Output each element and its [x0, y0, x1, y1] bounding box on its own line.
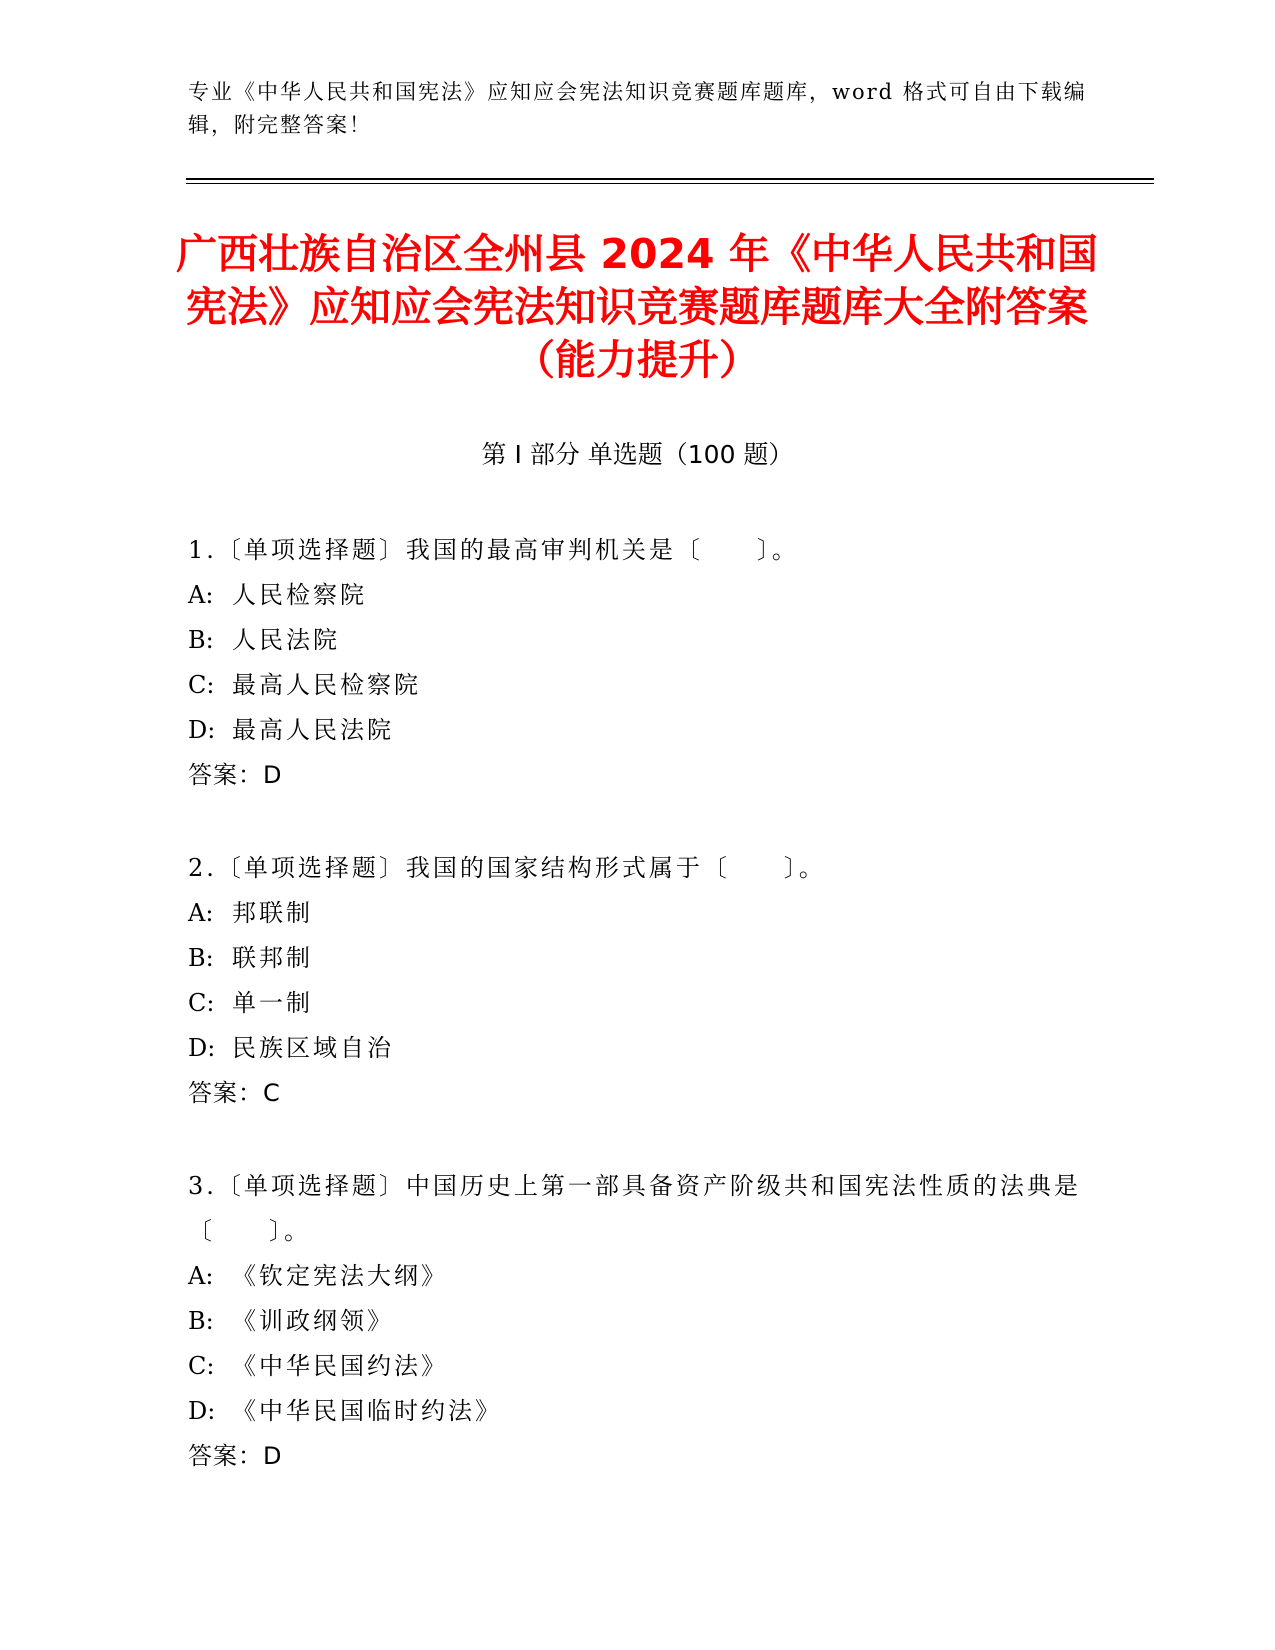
question-stem: 3.〔单项选择题〕中国历史上第一部具备资产阶级共和国宪法性质的法典是〔 〕。 [188, 1172, 1081, 1245]
option-text: 人民检察院 [232, 581, 367, 609]
question-stem: 1.〔单项选择题〕我国的最高审判机关是〔 〕。 [188, 536, 799, 564]
option-c [188, 1344, 1088, 1389]
option-text: 《钦定宪法大纲》 [232, 1262, 448, 1290]
question-1 [188, 528, 1088, 798]
option-text: 人民法院 [232, 626, 340, 654]
question-2 [188, 846, 1088, 1116]
option-text: 《中华民国约法》 [232, 1352, 448, 1380]
option-text: 单一制 [232, 989, 313, 1017]
header-divider-thin [186, 183, 1154, 184]
option-text: 《训政纲领》 [232, 1307, 394, 1335]
option-d [188, 708, 1088, 753]
document-title: 广西壮族自治区全州县 2024 年《中华人民共和国宪法》应知应会宪法知识竞赛题库题库大全附答案（能力提升） [176, 230, 1098, 384]
option-text: 民族区域自治 [232, 1034, 394, 1062]
question-stem: 2.〔单项选择题〕我国的国家结构形式属于〔 〕。 [188, 854, 826, 882]
option-letter: D: [188, 1034, 216, 1062]
option-letter: B: [188, 1307, 214, 1335]
option-a [188, 1254, 1088, 1299]
option-b [188, 1299, 1088, 1344]
option-letter: B: [188, 626, 214, 654]
option-letter: A: [188, 899, 214, 927]
option-text: 邦联制 [232, 899, 313, 927]
option-letter: D: [188, 716, 216, 744]
section-title: 第 I 部分 单选题（100 题） [481, 440, 794, 469]
option-d [188, 1389, 1088, 1434]
option-d [188, 1026, 1088, 1071]
option-letter: D: [188, 1397, 216, 1425]
option-b [188, 936, 1088, 981]
option-c [188, 663, 1088, 708]
option-text: 最高人民检察院 [232, 671, 421, 699]
option-text: 最高人民法院 [232, 716, 394, 744]
option-letter: C: [188, 989, 215, 1017]
answer: 答案：D [188, 761, 283, 789]
option-letter: A: [188, 581, 214, 609]
option-b [188, 618, 1088, 663]
option-a [188, 573, 1088, 618]
option-c [188, 981, 1088, 1026]
answer: 答案：D [188, 1442, 283, 1470]
question-3 [188, 1164, 1088, 1479]
option-letter: C: [188, 1352, 215, 1380]
option-letter: A: [188, 1262, 214, 1290]
option-letter: C: [188, 671, 215, 699]
option-a [188, 891, 1088, 936]
option-text: 《中华民国临时约法》 [232, 1397, 502, 1425]
header-note: 专业《中华人民共和国宪法》应知应会宪法知识竞赛题库题库，word 格式可自由下载编辑，附完整答案！ [188, 80, 1087, 137]
option-letter: B: [188, 944, 214, 972]
option-text: 联邦制 [232, 944, 313, 972]
answer: 答案：C [188, 1079, 281, 1107]
header-divider-thick [186, 178, 1154, 180]
